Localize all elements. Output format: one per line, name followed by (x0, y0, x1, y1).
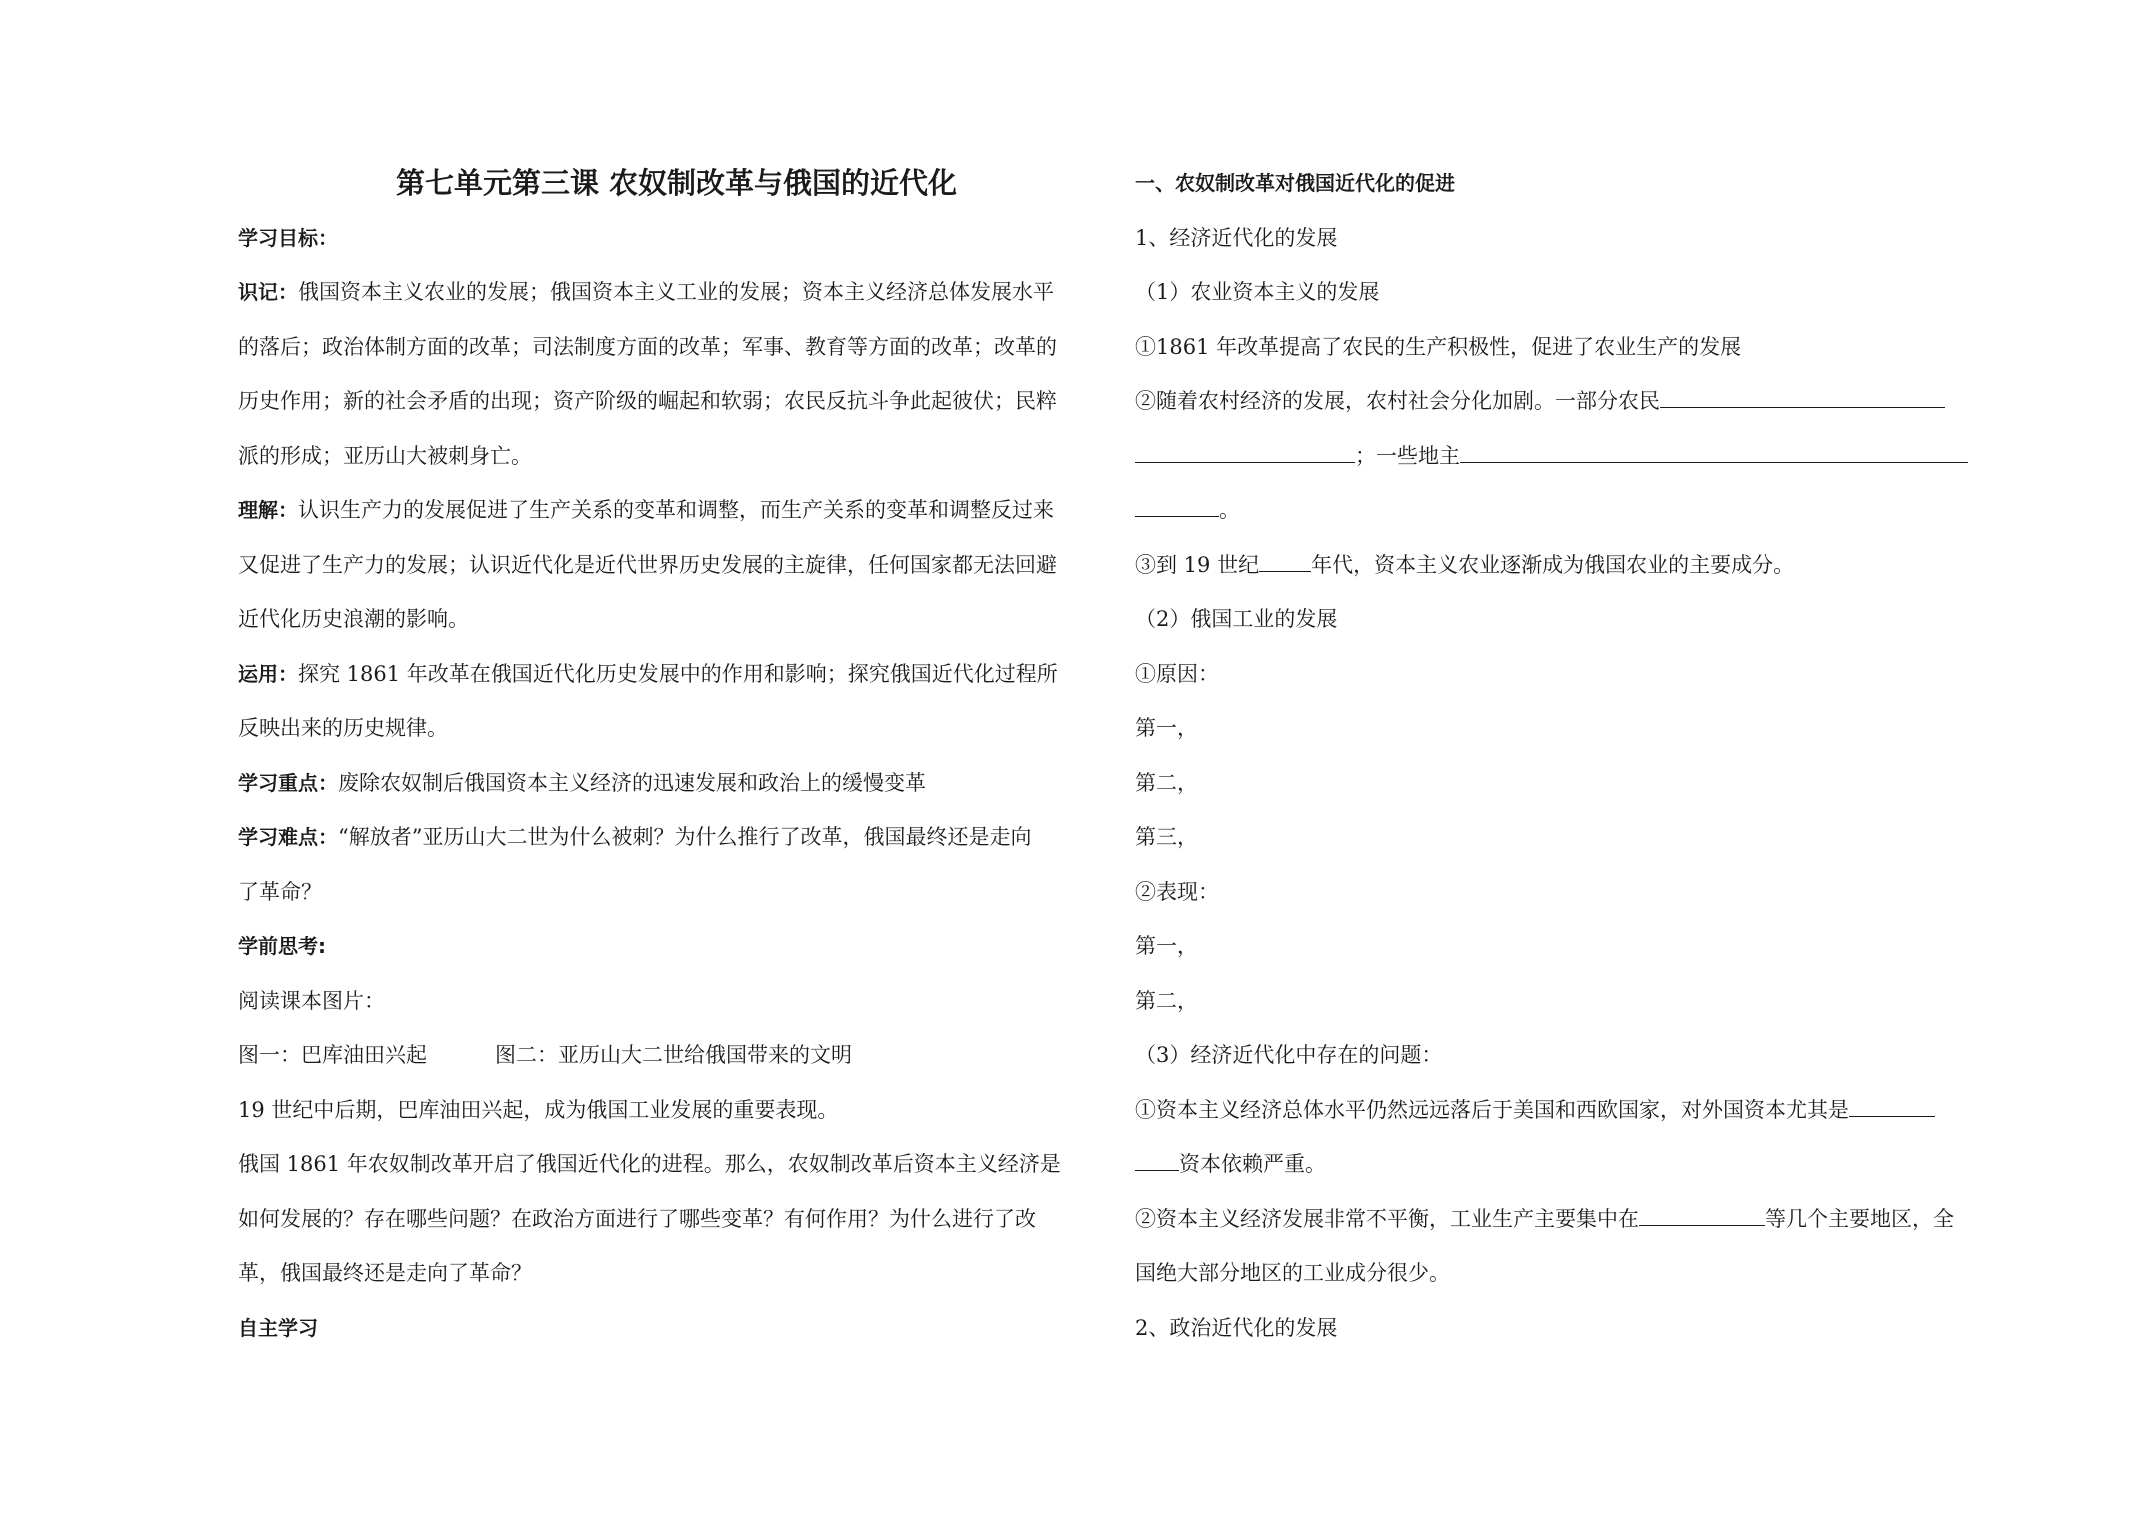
problem-1-text: ①资本主义经济总体水平仍然远远落后于美国和西欧国家，对外国资本尤其是 (1135, 1097, 1849, 1122)
nandian-text-1: “解放者”亚历山大二世为什么被刺？为什么推行了改革，俄国最终还是走向 (338, 825, 1032, 849)
reason-second: 第二， (1135, 770, 1198, 795)
industry-heading: （2）俄国工业的发展 (1135, 607, 1338, 631)
shiji-text-1: 俄国资本主义农业的发展；俄国资本主义工业的发展；资本主义经济总体发展水平 (298, 280, 1054, 304)
fill-blank-foreign-capital-cont[interactable] (1135, 1150, 1179, 1171)
shiji-line-1 (238, 265, 1095, 320)
nandian-line-1 (238, 810, 1095, 865)
nandian-line-2: 了革命？ (238, 879, 322, 904)
shiji-label: 识记： (238, 280, 298, 304)
agri-item-2-landlord: ；一些地主 (1355, 443, 1460, 468)
lijie-text-1: 认识生产力的发展促进了生产关系的变革和调整，而生产关系的变革和调整反过来 (298, 498, 1054, 522)
lesson-title: 第七单元第三课 农奴制改革与俄国的近代化 (395, 166, 958, 200)
agri-item-2-line-3 (1135, 483, 1997, 538)
agri-item-2-text: ②随着农村经济的发展，农村社会分化加剧。一部分农民 (1135, 389, 1660, 413)
reason-first: 第一， (1135, 716, 1198, 740)
question-line-2: 如何发展的？存在哪些问题？在政治方面进行了哪些变革？有何作用？为什么进行了改 (238, 1206, 1036, 1231)
performance-label: ②表现： (1135, 879, 1219, 904)
lijie-line-1 (238, 483, 1095, 538)
figure-2-caption: 图二：亚历山大二世给俄国带来的文明 (495, 1043, 852, 1067)
agri-item-2-line-2 (1135, 429, 1997, 484)
agri-item-3-text-a: ③到 19 世纪 (1135, 552, 1260, 577)
agri-item-3-text-b: 年代，资本主义农业逐渐成为俄国农业的主要成分。 (1311, 552, 1795, 577)
yunyong-line-1 (238, 647, 1095, 702)
shiji-line-3: 历史作用；新的社会矛盾的出现；资产阶级的崛起和软弱；农民反抗斗争此起彼伏；民粹 (238, 389, 1057, 413)
yunyong-line-2: 反映出来的历史规律。 (238, 716, 448, 740)
figure-captions (238, 1028, 1095, 1083)
econ-heading: 1、经济近代化的发展 (1135, 225, 1338, 250)
shiji-line-2: 的落后；政治体制方面的改革；司法制度方面的改革；军事、教育等方面的改革；改革的 (238, 334, 1057, 359)
reasons-label: ①原因： (1135, 661, 1219, 686)
agri-item-2-end: 。 (1219, 498, 1240, 522)
lijie-label: 理解： (238, 498, 298, 522)
problem-2-text-b: 等几个主要地区，全 (1765, 1206, 1954, 1231)
baku-line: 19 世纪中后期，巴库油田兴起，成为俄国工业发展的重要表现。 (238, 1097, 839, 1122)
question-line-1: 俄国 1861 年农奴制改革开启了俄国近代化的进程。那么，农奴制改革后资本主义经济是 (238, 1152, 1061, 1176)
section-title: 一、农奴制改革对俄国近代化的促进 (1135, 171, 1455, 195)
zhongdian-line (238, 756, 1095, 811)
yunyong-text-1: 探究 1861 年改革在俄国近代化历史发展中的作用和影响；探究俄国近代化过程所 (298, 661, 1058, 686)
fill-blank-peasants[interactable] (1660, 387, 1945, 408)
problem-2-text-a: ②资本主义经济发展非常不平衡，工业生产主要集中在 (1135, 1206, 1639, 1231)
fill-blank-landlords-cont[interactable] (1135, 496, 1219, 517)
figure-1-caption: 图一：巴库油田兴起 (238, 1043, 427, 1067)
zhongdian-label: 学习重点： (238, 770, 338, 795)
agri-item-3 (1135, 538, 1997, 593)
nandian-label: 学习难点： (238, 825, 338, 849)
xueqian-label: 学前思考: (238, 934, 326, 958)
question-line-3: 革，俄国最终还是走向了革命？ (238, 1261, 532, 1285)
performance-first: 第一， (1135, 934, 1198, 958)
fill-blank-peasants-cont[interactable] (1135, 442, 1355, 463)
zhongdian-text: 废除农奴制后俄国资本主义经济的迅速发展和政治上的缓慢变革 (338, 770, 926, 795)
problem-2-line-1 (1135, 1192, 1997, 1247)
reason-third: 第三， (1135, 825, 1198, 849)
problem-1-line-2 (1135, 1137, 1997, 1192)
agri-item-1: ①1861 年改革提高了农民的生产积极性，促进了农业生产的发展 (1135, 334, 1742, 359)
read-pictures: 阅读课本图片： (238, 988, 385, 1013)
lijie-line-2: 又促进了生产力的发展；认识近代化是近代世界历史发展的主旋律，任何国家都无法回避 (238, 552, 1057, 577)
problem-1-text-b: 资本依赖严重。 (1179, 1152, 1326, 1176)
fill-blank-landlords[interactable] (1460, 442, 1968, 463)
lijie-line-3: 近代化历史浪潮的影响。 (238, 607, 469, 631)
problems-heading: （3）经济近代化中存在的问题： (1135, 1043, 1443, 1067)
shiji-line-4: 派的形成；亚历山大被刺身亡。 (238, 443, 532, 468)
objectives-label: 学习目标： (238, 225, 338, 250)
agri-item-2-line-1 (1135, 374, 1997, 429)
fill-blank-regions[interactable] (1639, 1205, 1765, 1226)
politics-heading: 2、政治近代化的发展 (1135, 1315, 1338, 1340)
right-column (1135, 156, 1997, 1355)
yunyong-label: 运用： (238, 661, 298, 686)
performance-second: 第二， (1135, 988, 1198, 1013)
fill-blank-decade[interactable] (1259, 551, 1311, 572)
problem-2-line-2: 国绝大部分地区的工业成分很少。 (1135, 1261, 1450, 1285)
problem-1-line-1 (1135, 1083, 1997, 1138)
fill-blank-foreign-capital[interactable] (1849, 1096, 1935, 1117)
agri-heading: （1）农业资本主义的发展 (1135, 280, 1380, 304)
zizhu-label: 自主学习 (238, 1315, 318, 1340)
left-column (238, 156, 1095, 1355)
